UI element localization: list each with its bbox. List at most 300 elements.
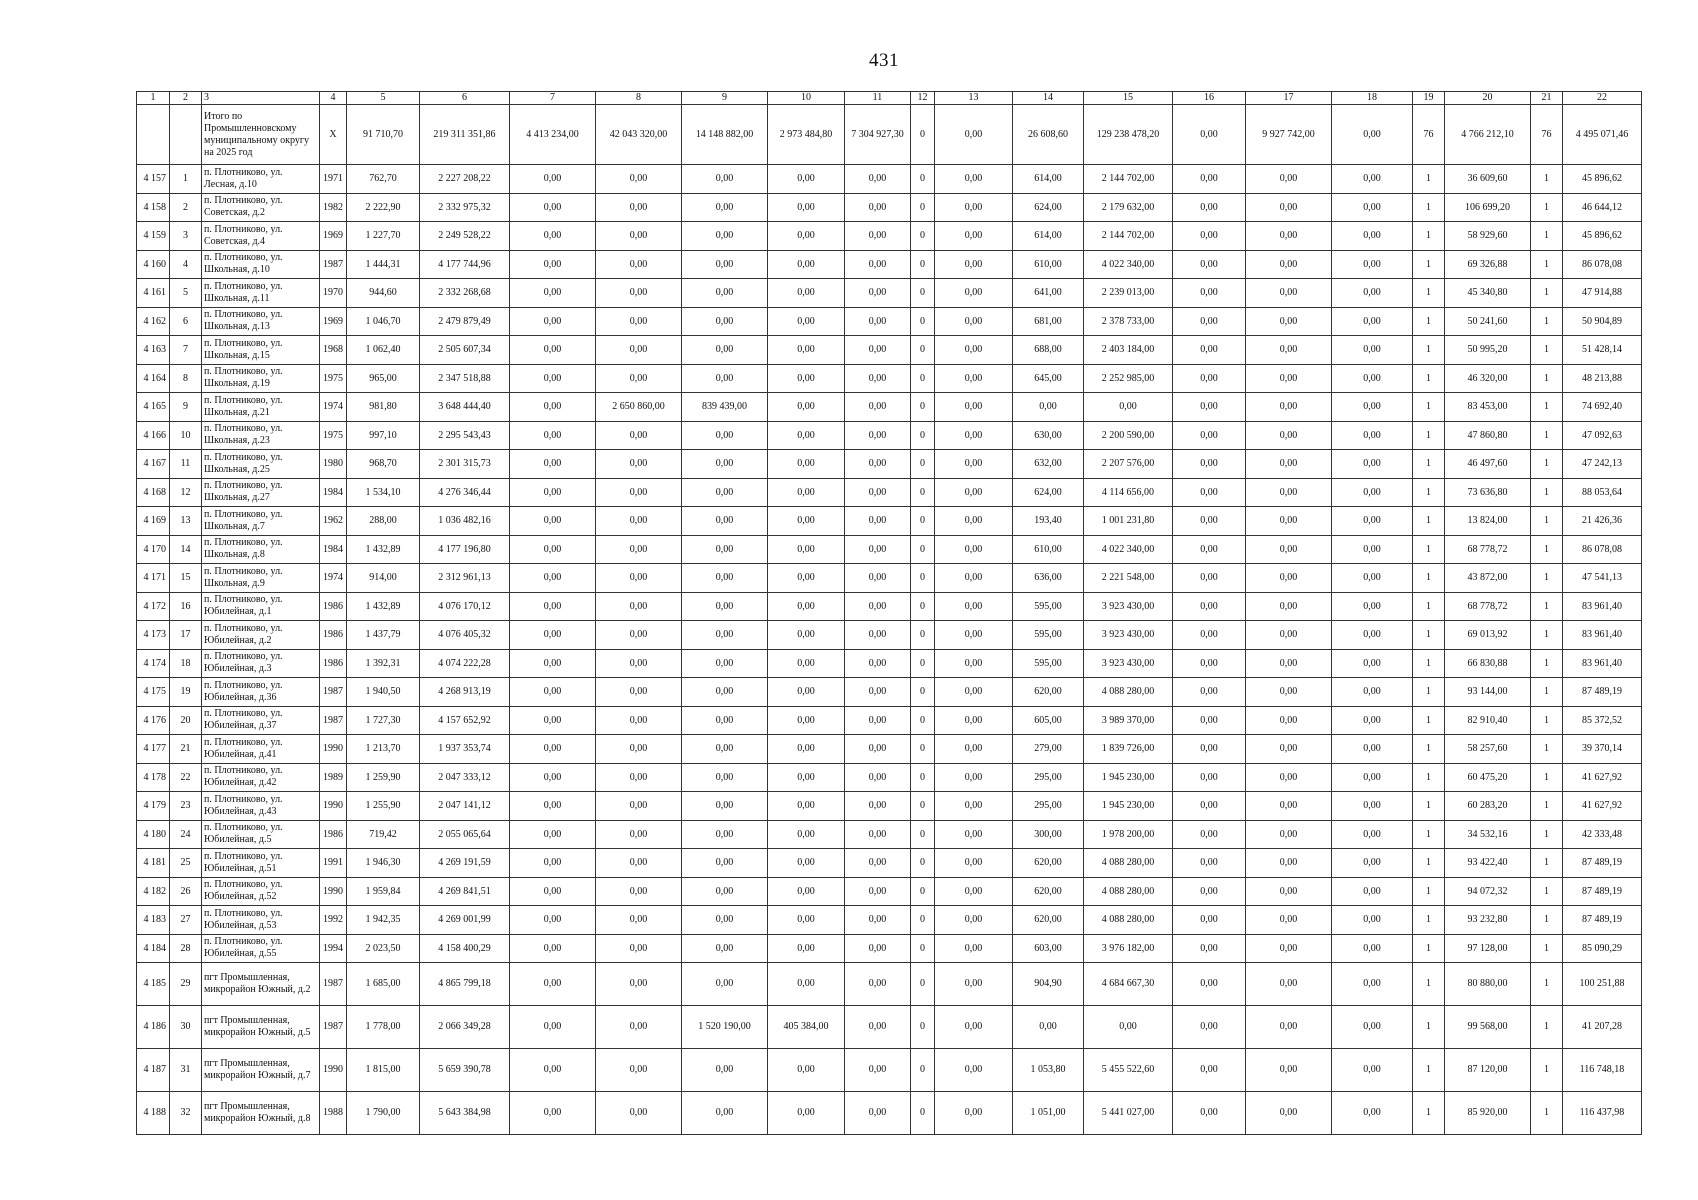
cell-col-20: 60 283,20: [1445, 792, 1531, 821]
cell-col-19: 1: [1413, 621, 1445, 650]
cell-col-5: 1 942,35: [347, 906, 420, 935]
cell-col-16: 0,00: [1173, 364, 1246, 393]
cell-col-12: 0: [911, 105, 935, 165]
cell-col-11: 0,00: [845, 564, 911, 593]
cell-col-3: п. Плотниково, ул. Школьная, д.21: [202, 393, 320, 422]
cell-col-1: 4 171: [137, 564, 170, 593]
cell-col-19: 1: [1413, 307, 1445, 336]
cell-col-6: 4 158 400,29: [420, 934, 510, 963]
cell-col-5: 719,42: [347, 820, 420, 849]
cell-col-4: 4: [320, 92, 347, 105]
cell-col-14: 193,40: [1013, 507, 1084, 536]
cell-col-5: 1 815,00: [347, 1049, 420, 1092]
cell-col-20: 50 995,20: [1445, 336, 1531, 365]
table-row: [137, 336, 1642, 365]
cell-col-18: 0,00: [1332, 792, 1413, 821]
cell-col-12: 0: [911, 1092, 935, 1135]
cell-col-12: 0: [911, 963, 935, 1006]
cell-col-2: 17: [170, 621, 202, 650]
cell-col-6: 3 648 444,40: [420, 393, 510, 422]
cell-col-7: 0,00: [510, 364, 596, 393]
cell-col-8: 2 650 860,00: [596, 393, 682, 422]
table-row: [137, 877, 1642, 906]
cell-col-13: 0,00: [935, 307, 1013, 336]
cell-col-7: 0,00: [510, 250, 596, 279]
cell-col-15: 1 945 230,00: [1084, 763, 1173, 792]
cell-col-8: 0,00: [596, 592, 682, 621]
cell-col-22: 45 896,62: [1563, 222, 1642, 251]
cell-col-4: 1982: [320, 193, 347, 222]
cell-col-1: 4 161: [137, 279, 170, 308]
cell-col-14: 620,00: [1013, 877, 1084, 906]
total-row: [137, 105, 1642, 165]
cell-col-15: 3 989 370,00: [1084, 706, 1173, 735]
cell-col-1: 4 168: [137, 478, 170, 507]
cell-col-20: 68 778,72: [1445, 592, 1531, 621]
cell-col-18: 0,00: [1332, 820, 1413, 849]
cell-col-1: 1: [137, 92, 170, 105]
cell-col-13: 0,00: [935, 649, 1013, 678]
cell-col-11: 0,00: [845, 364, 911, 393]
cell-col-8: 0,00: [596, 763, 682, 792]
cell-col-2: 7: [170, 336, 202, 365]
cell-col-7: 0,00: [510, 478, 596, 507]
cell-col-14: 1 051,00: [1013, 1092, 1084, 1135]
cell-col-16: 0,00: [1173, 105, 1246, 165]
cell-col-5: 1 946,30: [347, 849, 420, 878]
register-table: [136, 91, 1642, 1135]
cell-col-17: 0,00: [1246, 165, 1332, 194]
cell-col-7: 0,00: [510, 706, 596, 735]
cell-col-7: 0,00: [510, 963, 596, 1006]
cell-col-9: 0,00: [682, 478, 768, 507]
cell-col-19: 1: [1413, 393, 1445, 422]
cell-col-19: 1: [1413, 450, 1445, 479]
cell-col-9: 0,00: [682, 1092, 768, 1135]
cell-col-16: 0,00: [1173, 535, 1246, 564]
cell-col-12: 0: [911, 792, 935, 821]
cell-col-5: 1 444,31: [347, 250, 420, 279]
table-row: [137, 592, 1642, 621]
cell-col-9: 0,00: [682, 849, 768, 878]
cell-col-17: 0,00: [1246, 592, 1332, 621]
cell-col-13: 0,00: [935, 393, 1013, 422]
cell-col-20: 46 320,00: [1445, 364, 1531, 393]
cell-col-13: 0,00: [935, 678, 1013, 707]
cell-col-21: 1: [1531, 934, 1563, 963]
cell-col-18: 0,00: [1332, 478, 1413, 507]
cell-col-7: 0,00: [510, 678, 596, 707]
cell-col-21: 1: [1531, 849, 1563, 878]
cell-col-9: 0,00: [682, 421, 768, 450]
cell-col-9: 0,00: [682, 250, 768, 279]
cell-col-22: 41 207,28: [1563, 1006, 1642, 1049]
cell-col-10: 0,00: [768, 421, 845, 450]
cell-col-9: 0,00: [682, 820, 768, 849]
cell-col-22: 83 961,40: [1563, 621, 1642, 650]
cell-col-6: 2 249 528,22: [420, 222, 510, 251]
cell-col-8: 0,00: [596, 934, 682, 963]
cell-col-14: 300,00: [1013, 820, 1084, 849]
cell-col-20: 66 830,88: [1445, 649, 1531, 678]
cell-col-6: 2 055 065,64: [420, 820, 510, 849]
cell-col-22: 21 426,36: [1563, 507, 1642, 536]
cell-col-3: п. Плотниково, ул. Юбилейная, д.37: [202, 706, 320, 735]
cell-col-19: 1: [1413, 934, 1445, 963]
cell-col-3: пгт Промышленная, микрорайон Южный, д.2: [202, 963, 320, 1006]
cell-col-9: 0,00: [682, 279, 768, 308]
cell-col-9: 1 520 190,00: [682, 1006, 768, 1049]
cell-col-22: 51 428,14: [1563, 336, 1642, 365]
cell-col-8: 8: [596, 92, 682, 105]
cell-col-21: 1: [1531, 564, 1563, 593]
cell-col-14: 0,00: [1013, 393, 1084, 422]
cell-col-5: 1 778,00: [347, 1006, 420, 1049]
cell-col-4: 1974: [320, 393, 347, 422]
cell-col-21: 1: [1531, 906, 1563, 935]
cell-col-10: 405 384,00: [768, 1006, 845, 1049]
cell-col-5: 1 259,90: [347, 763, 420, 792]
cell-col-11: 0,00: [845, 507, 911, 536]
cell-col-22: 83 961,40: [1563, 649, 1642, 678]
cell-col-17: 0,00: [1246, 364, 1332, 393]
cell-col-9: 14 148 882,00: [682, 105, 768, 165]
cell-col-5: 5: [347, 92, 420, 105]
cell-col-16: 0,00: [1173, 393, 1246, 422]
cell-col-13: 0,00: [935, 450, 1013, 479]
cell-col-8: 0,00: [596, 450, 682, 479]
cell-col-5: 1 940,50: [347, 678, 420, 707]
cell-col-5: 1 227,70: [347, 222, 420, 251]
cell-col-15: 4 114 656,00: [1084, 478, 1173, 507]
cell-col-11: 0,00: [845, 393, 911, 422]
cell-col-21: 1: [1531, 735, 1563, 764]
cell-col-11: 0,00: [845, 934, 911, 963]
cell-col-17: 0,00: [1246, 963, 1332, 1006]
cell-col-4: 1989: [320, 763, 347, 792]
cell-col-9: 0,00: [682, 535, 768, 564]
cell-col-14: 614,00: [1013, 165, 1084, 194]
cell-col-15: 2 378 733,00: [1084, 307, 1173, 336]
cell-col-17: 0,00: [1246, 193, 1332, 222]
cell-col-5: 1 062,40: [347, 336, 420, 365]
cell-col-21: 1: [1531, 1092, 1563, 1135]
cell-col-12: 0: [911, 592, 935, 621]
cell-col-20: 58 257,60: [1445, 735, 1531, 764]
cell-col-20: 106 699,20: [1445, 193, 1531, 222]
cell-col-6: 2 505 607,34: [420, 336, 510, 365]
cell-col-14: 295,00: [1013, 792, 1084, 821]
table-row: [137, 222, 1642, 251]
cell-col-9: 0,00: [682, 678, 768, 707]
cell-col-15: 4 684 667,30: [1084, 963, 1173, 1006]
header-row: [137, 92, 1642, 105]
cell-col-9: 0,00: [682, 307, 768, 336]
cell-col-8: 0,00: [596, 421, 682, 450]
cell-col-14: 279,00: [1013, 735, 1084, 764]
cell-col-17: 0,00: [1246, 279, 1332, 308]
cell-col-6: 4 076 405,32: [420, 621, 510, 650]
cell-col-12: 0: [911, 906, 935, 935]
cell-col-3: п. Плотниково, ул. Юбилейная, д.3: [202, 649, 320, 678]
cell-col-21: 1: [1531, 336, 1563, 365]
cell-col-2: 24: [170, 820, 202, 849]
cell-col-5: 914,00: [347, 564, 420, 593]
cell-col-3: п. Плотниково, ул. Школьная, д.11: [202, 279, 320, 308]
cell-col-11: 0,00: [845, 307, 911, 336]
cell-col-11: 0,00: [845, 336, 911, 365]
cell-col-2: 14: [170, 535, 202, 564]
cell-col-16: 0,00: [1173, 877, 1246, 906]
cell-col-19: 1: [1413, 906, 1445, 935]
cell-col-2: 4: [170, 250, 202, 279]
cell-col-9: 0,00: [682, 792, 768, 821]
cell-col-15: 1 839 726,00: [1084, 735, 1173, 764]
cell-col-7: 0,00: [510, 592, 596, 621]
cell-col-12: 0: [911, 336, 935, 365]
cell-col-22: 88 053,64: [1563, 478, 1642, 507]
cell-col-1: 4 187: [137, 1049, 170, 1092]
cell-col-20: 69 013,92: [1445, 621, 1531, 650]
cell-col-19: 1: [1413, 336, 1445, 365]
cell-col-8: 0,00: [596, 250, 682, 279]
cell-col-14: 0,00: [1013, 1006, 1084, 1049]
cell-col-18: 0,00: [1332, 222, 1413, 251]
cell-col-19: 1: [1413, 535, 1445, 564]
cell-col-5: 762,70: [347, 165, 420, 194]
cell-col-21: 1: [1531, 364, 1563, 393]
cell-col-20: 82 910,40: [1445, 706, 1531, 735]
table-row: [137, 649, 1642, 678]
cell-col-19: 1: [1413, 1006, 1445, 1049]
cell-col-17: 0,00: [1246, 450, 1332, 479]
cell-col-22: 85 372,52: [1563, 706, 1642, 735]
cell-col-19: 1: [1413, 649, 1445, 678]
cell-col-14: 688,00: [1013, 336, 1084, 365]
cell-col-21: 1: [1531, 792, 1563, 821]
cell-col-1: 4 185: [137, 963, 170, 1006]
cell-col-12: 0: [911, 564, 935, 593]
cell-col-1: 4 173: [137, 621, 170, 650]
cell-col-2: 9: [170, 393, 202, 422]
cell-col-7: 0,00: [510, 450, 596, 479]
cell-col-15: 4 088 280,00: [1084, 678, 1173, 707]
cell-col-17: 0,00: [1246, 792, 1332, 821]
cell-col-16: 0,00: [1173, 792, 1246, 821]
cell-col-10: 0,00: [768, 222, 845, 251]
cell-col-14: 641,00: [1013, 279, 1084, 308]
cell-col-2: 25: [170, 849, 202, 878]
cell-col-18: 0,00: [1332, 535, 1413, 564]
cell-col-2: 29: [170, 963, 202, 1006]
cell-col-20: 45 340,80: [1445, 279, 1531, 308]
cell-col-14: 681,00: [1013, 307, 1084, 336]
table-row: [137, 849, 1642, 878]
cell-col-12: 0: [911, 877, 935, 906]
cell-col-18: 0,00: [1332, 763, 1413, 792]
cell-col-13: 0,00: [935, 507, 1013, 536]
cell-col-9: 0,00: [682, 735, 768, 764]
cell-col-17: 0,00: [1246, 222, 1332, 251]
cell-col-16: 0,00: [1173, 250, 1246, 279]
cell-col-11: 0,00: [845, 421, 911, 450]
cell-col-19: 1: [1413, 564, 1445, 593]
cell-col-18: 0,00: [1332, 1092, 1413, 1135]
cell-col-12: 0: [911, 165, 935, 194]
cell-col-4: 1986: [320, 592, 347, 621]
cell-col-3: п. Плотниково, ул. Школьная, д.13: [202, 307, 320, 336]
table-row: [137, 906, 1642, 935]
cell-col-2: 19: [170, 678, 202, 707]
cell-col-17: 0,00: [1246, 763, 1332, 792]
cell-col-4: 1975: [320, 421, 347, 450]
cell-col-12: 0: [911, 364, 935, 393]
table-row: [137, 820, 1642, 849]
cell-col-11: 0,00: [845, 250, 911, 279]
cell-col-10: 0,00: [768, 250, 845, 279]
cell-col-16: 0,00: [1173, 1006, 1246, 1049]
cell-col-3: п. Плотниково, ул. Юбилейная, д.55: [202, 934, 320, 963]
cell-col-17: 0,00: [1246, 706, 1332, 735]
cell-col-11: 7 304 927,30: [845, 105, 911, 165]
cell-col-2: 23: [170, 792, 202, 821]
cell-col-3: п. Плотниково, ул. Юбилейная, д.5: [202, 820, 320, 849]
cell-col-15: 2 200 590,00: [1084, 421, 1173, 450]
cell-col-2: 31: [170, 1049, 202, 1092]
cell-col-7: 0,00: [510, 649, 596, 678]
cell-col-1: 4 169: [137, 507, 170, 536]
cell-col-11: 0,00: [845, 165, 911, 194]
cell-col-10: 10: [768, 92, 845, 105]
cell-col-3: п. Плотниково, ул. Школьная, д.19: [202, 364, 320, 393]
cell-col-8: 0,00: [596, 535, 682, 564]
cell-col-18: 0,00: [1332, 963, 1413, 1006]
cell-col-12: 0: [911, 393, 935, 422]
cell-col-6: 5 659 390,78: [420, 1049, 510, 1092]
cell-col-20: 36 609,60: [1445, 165, 1531, 194]
cell-col-5: 1 727,30: [347, 706, 420, 735]
cell-col-20: 34 532,16: [1445, 820, 1531, 849]
cell-col-15: 4 088 280,00: [1084, 906, 1173, 935]
cell-col-11: 11: [845, 92, 911, 105]
table-row: [137, 450, 1642, 479]
cell-col-10: 0,00: [768, 849, 845, 878]
cell-col-8: 0,00: [596, 621, 682, 650]
cell-col-18: 0,00: [1332, 507, 1413, 536]
cell-col-19: 1: [1413, 1092, 1445, 1135]
cell-col-20: 83 453,00: [1445, 393, 1531, 422]
cell-col-13: 0,00: [935, 1049, 1013, 1092]
cell-col-13: 0,00: [935, 934, 1013, 963]
cell-col-21: 1: [1531, 877, 1563, 906]
cell-col-19: 1: [1413, 222, 1445, 251]
cell-col-12: 12: [911, 92, 935, 105]
cell-col-5: 968,70: [347, 450, 420, 479]
cell-col-17: 0,00: [1246, 336, 1332, 365]
cell-col-11: 0,00: [845, 592, 911, 621]
cell-col-6: 2 295 543,43: [420, 421, 510, 450]
cell-col-4: 1994: [320, 934, 347, 963]
cell-col-3: 3: [202, 92, 320, 105]
cell-col-4: 1969: [320, 307, 347, 336]
cell-col-8: 0,00: [596, 564, 682, 593]
cell-col-5: 1 790,00: [347, 1092, 420, 1135]
cell-col-9: 839 439,00: [682, 393, 768, 422]
cell-col-14: 904,90: [1013, 963, 1084, 1006]
cell-col-12: 0: [911, 250, 935, 279]
cell-col-10: 0,00: [768, 193, 845, 222]
cell-col-22: 39 370,14: [1563, 735, 1642, 764]
cell-col-19: 1: [1413, 421, 1445, 450]
cell-col-6: 4 074 222,28: [420, 649, 510, 678]
cell-col-6: 2 227 208,22: [420, 165, 510, 194]
cell-col-9: 0,00: [682, 706, 768, 735]
cell-col-2: 26: [170, 877, 202, 906]
cell-col-4: 1990: [320, 1049, 347, 1092]
cell-col-3: п. Плотниково, ул. Школьная, д.10: [202, 250, 320, 279]
cell-col-7: 0,00: [510, 279, 596, 308]
cell-col-17: 0,00: [1246, 877, 1332, 906]
table-row: [137, 307, 1642, 336]
cell-col-7: 0,00: [510, 792, 596, 821]
cell-col-21: 1: [1531, 820, 1563, 849]
cell-col-4: 1990: [320, 877, 347, 906]
cell-col-13: 0,00: [935, 193, 1013, 222]
cell-col-8: 0,00: [596, 1092, 682, 1135]
cell-col-9: 0,00: [682, 193, 768, 222]
cell-col-6: 4 269 191,59: [420, 849, 510, 878]
cell-col-4: 1987: [320, 250, 347, 279]
cell-col-19: 1: [1413, 478, 1445, 507]
cell-col-8: 0,00: [596, 279, 682, 308]
cell-col-8: 0,00: [596, 706, 682, 735]
cell-col-5: 1 432,89: [347, 592, 420, 621]
cell-col-6: 4 177 196,80: [420, 535, 510, 564]
cell-col-3: п. Плотниково, ул. Юбилейная, д.41: [202, 735, 320, 764]
cell-col-19: 1: [1413, 592, 1445, 621]
cell-col-5: 944,60: [347, 279, 420, 308]
cell-col-16: 0,00: [1173, 906, 1246, 935]
cell-col-10: 0,00: [768, 963, 845, 1006]
cell-col-2: 18: [170, 649, 202, 678]
cell-col-19: 1: [1413, 792, 1445, 821]
cell-col-13: 0,00: [935, 906, 1013, 935]
cell-col-22: 48 213,88: [1563, 364, 1642, 393]
cell-col-17: 0,00: [1246, 535, 1332, 564]
cell-col-10: 0,00: [768, 165, 845, 194]
cell-col-14: 1 053,80: [1013, 1049, 1084, 1092]
cell-col-7: 0,00: [510, 564, 596, 593]
cell-col-13: 0,00: [935, 279, 1013, 308]
cell-col-5: 1 959,84: [347, 877, 420, 906]
cell-col-17: 0,00: [1246, 1006, 1332, 1049]
cell-col-16: 0,00: [1173, 849, 1246, 878]
cell-col-11: 0,00: [845, 193, 911, 222]
cell-col-8: 0,00: [596, 849, 682, 878]
cell-col-19: 1: [1413, 763, 1445, 792]
cell-col-20: 58 929,60: [1445, 222, 1531, 251]
cell-col-5: 1 685,00: [347, 963, 420, 1006]
cell-col-1: 4 178: [137, 763, 170, 792]
cell-col-18: 0,00: [1332, 621, 1413, 650]
cell-col-4: 1962: [320, 507, 347, 536]
cell-col-10: 0,00: [768, 678, 845, 707]
cell-col-16: 0,00: [1173, 763, 1246, 792]
cell-col-2: 5: [170, 279, 202, 308]
cell-col-20: 93 422,40: [1445, 849, 1531, 878]
cell-col-3: п. Плотниково, ул. Юбилейная, д.53: [202, 906, 320, 935]
cell-col-18: 0,00: [1332, 250, 1413, 279]
